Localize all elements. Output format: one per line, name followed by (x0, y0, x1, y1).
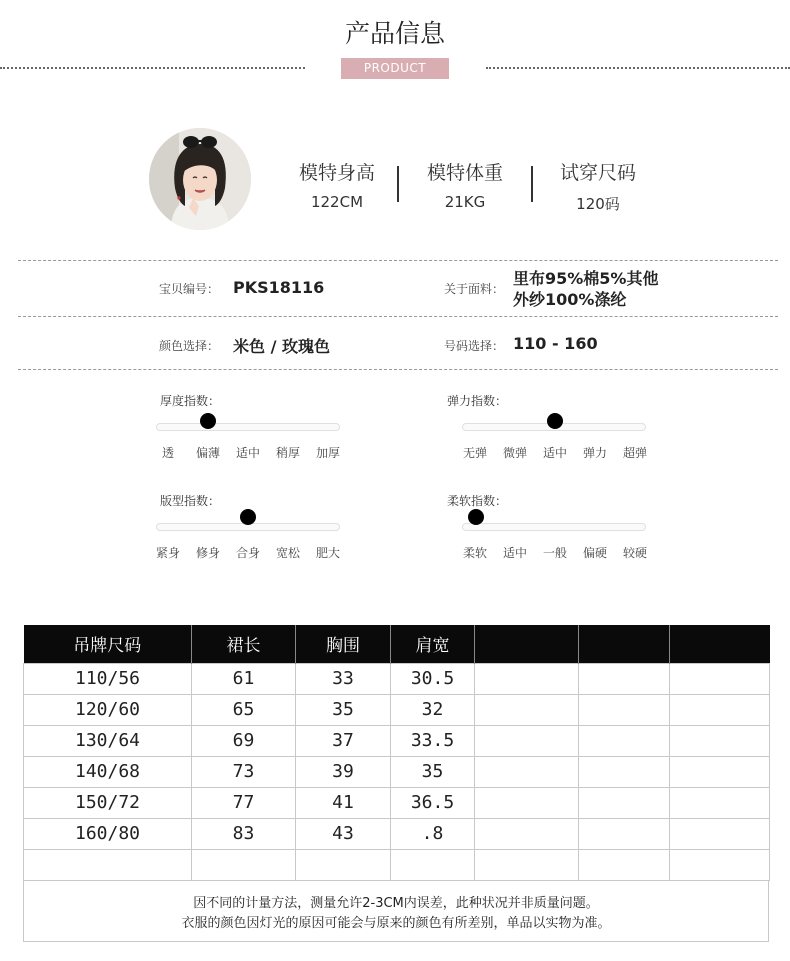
table-cell: 41 (296, 787, 391, 818)
scale-tick: 柔软 (462, 546, 487, 560)
scale-tick: 偏薄 (195, 446, 220, 460)
scale-tick: 透 (161, 446, 174, 460)
section-badge: PRODUCT (341, 58, 449, 79)
table-cell: 77 (192, 787, 296, 818)
model-weight-value: 21KG (444, 193, 486, 211)
table-cell: 140/68 (24, 756, 192, 787)
scale-tick: 弹力 (582, 446, 607, 460)
table-cell: 69 (192, 725, 296, 756)
thickness-scale-track (156, 423, 340, 431)
scale-tick: 一般 (542, 546, 567, 560)
scale-tick: 合身 (235, 546, 260, 560)
thickness-scale-marker (200, 413, 216, 429)
table-row (24, 756, 770, 787)
scale-tick: 偏硬 (582, 546, 607, 560)
table-header-row (24, 625, 770, 663)
table-cell (296, 849, 391, 880)
fabric-line-1: 里布95%棉5%其他 (513, 269, 659, 288)
softness-scale-marker (468, 509, 484, 525)
item-no-label: 宝贝编号： (159, 282, 220, 296)
table-cell (579, 787, 670, 818)
table-cell (475, 694, 579, 725)
table-cell: 33 (296, 663, 391, 694)
model-weight-label: 模特体重 (426, 162, 503, 184)
table-header-cell (475, 625, 579, 663)
model-trial-size-value: 120码 (576, 195, 620, 213)
table-row (24, 725, 770, 756)
elasticity-scale-title: 弹力指数： (447, 394, 508, 408)
table-cell: 39 (296, 756, 391, 787)
elasticity-scale-marker (547, 413, 563, 429)
scale-tick: 适中 (235, 446, 260, 460)
table-cell (475, 756, 579, 787)
color-label: 颜色选择： (159, 339, 220, 353)
scale-tick: 适中 (542, 446, 567, 460)
size-range-label: 号码选择： (444, 339, 505, 353)
table-cell (670, 787, 770, 818)
table-cell (670, 694, 770, 725)
divider (18, 369, 778, 370)
softness-scale-track (462, 523, 646, 531)
scale-tick: 宽松 (275, 546, 300, 560)
table-cell: 65 (192, 694, 296, 725)
table-cell: 83 (192, 818, 296, 849)
table-cell (475, 725, 579, 756)
table-cell (579, 663, 670, 694)
softness-scale-title: 柔软指数： (447, 494, 508, 508)
table-cell: 43 (296, 818, 391, 849)
table-cell (579, 756, 670, 787)
table-header-cell (670, 625, 770, 663)
table-cell: 36.5 (391, 787, 475, 818)
model-trial-size-label: 试穿尺码 (559, 162, 636, 184)
table-cell: 37 (296, 725, 391, 756)
header-divider-left (0, 67, 305, 69)
model-photo-icon (149, 128, 251, 230)
notes-line-2: 衣服的颜色因灯光的原因可能会与原来的颜色有所差别，单品以实物为准。 (181, 916, 611, 931)
table-cell (24, 849, 192, 880)
table-cell (670, 663, 770, 694)
table-header-cell (579, 625, 670, 663)
table-cell (670, 818, 770, 849)
table-header-cell: 吊牌尺码 (24, 625, 192, 663)
table-row (24, 663, 770, 694)
table-cell: 33.5 (391, 725, 475, 756)
scale-tick: 适中 (502, 546, 527, 560)
scale-tick: 修身 (195, 546, 220, 560)
table-cell (475, 849, 579, 880)
table-row (24, 818, 770, 849)
table-cell: 30.5 (391, 663, 475, 694)
table-cell: 35 (296, 694, 391, 725)
table-cell: 160/80 (24, 818, 192, 849)
table-header-cell: 胸围 (296, 625, 391, 663)
table-row (24, 849, 770, 880)
table-cell (579, 694, 670, 725)
model-height-label: 模特身高 (298, 162, 375, 184)
table-cell (192, 849, 296, 880)
model-trial-size (528, 158, 668, 214)
table-cell (579, 849, 670, 880)
table-cell (670, 849, 770, 880)
fit-scale-title: 版型指数： (160, 494, 221, 508)
table-cell: 73 (192, 756, 296, 787)
size-chart-table (23, 625, 770, 881)
scale-tick: 超弹 (622, 446, 647, 460)
color-value: 米色 / 玫瑰色 (233, 337, 330, 356)
fabric-value (513, 268, 658, 310)
table-cell (579, 725, 670, 756)
size-range-value: 110 - 160 (513, 334, 598, 353)
table-row (24, 787, 770, 818)
notes-line-1: 因不同的计量方法，测量允许2-3CM内误差，此种状况并非质量问题。 (193, 896, 599, 911)
fabric-line-2: 外纱100%涤纶 (513, 290, 627, 309)
table-cell (670, 756, 770, 787)
scale-tick: 较硬 (622, 546, 647, 560)
table-cell (475, 818, 579, 849)
fit-scale-marker (240, 509, 256, 525)
divider (18, 260, 778, 261)
fabric-label: 关于面料： (444, 282, 505, 296)
table-cell: 32 (391, 694, 475, 725)
table-cell (579, 818, 670, 849)
table-cell (391, 849, 475, 880)
scale-tick: 紧身 (155, 546, 180, 560)
model-height (267, 158, 407, 211)
thickness-scale-title: 厚度指数： (160, 394, 221, 408)
measurement-notes (23, 880, 769, 942)
scale-tick: 加厚 (315, 446, 340, 460)
scale-tick: 肥大 (315, 546, 340, 560)
header-divider-right (486, 67, 790, 69)
model-weight (395, 158, 535, 211)
table-row (24, 694, 770, 725)
model-avatar (149, 128, 251, 230)
section-title: 产品信息 (344, 19, 445, 48)
table-cell (475, 663, 579, 694)
table-header-cell: 裙长 (192, 625, 296, 663)
item-no-value: PKS18116 (233, 278, 325, 297)
table-cell: 61 (192, 663, 296, 694)
scale-tick: 稍厚 (275, 446, 300, 460)
table-cell: 110/56 (24, 663, 192, 694)
table-header-cell: 肩宽 (391, 625, 475, 663)
table-cell: .8 (391, 818, 475, 849)
divider (18, 316, 778, 317)
table-cell (475, 787, 579, 818)
scale-tick: 无弹 (462, 446, 487, 460)
table-cell: 35 (391, 756, 475, 787)
table-cell: 120/60 (24, 694, 192, 725)
table-cell: 130/64 (24, 725, 192, 756)
table-cell (670, 725, 770, 756)
model-height-value: 122CM (310, 193, 364, 211)
scale-tick: 微弹 (502, 446, 527, 460)
table-cell: 150/72 (24, 787, 192, 818)
